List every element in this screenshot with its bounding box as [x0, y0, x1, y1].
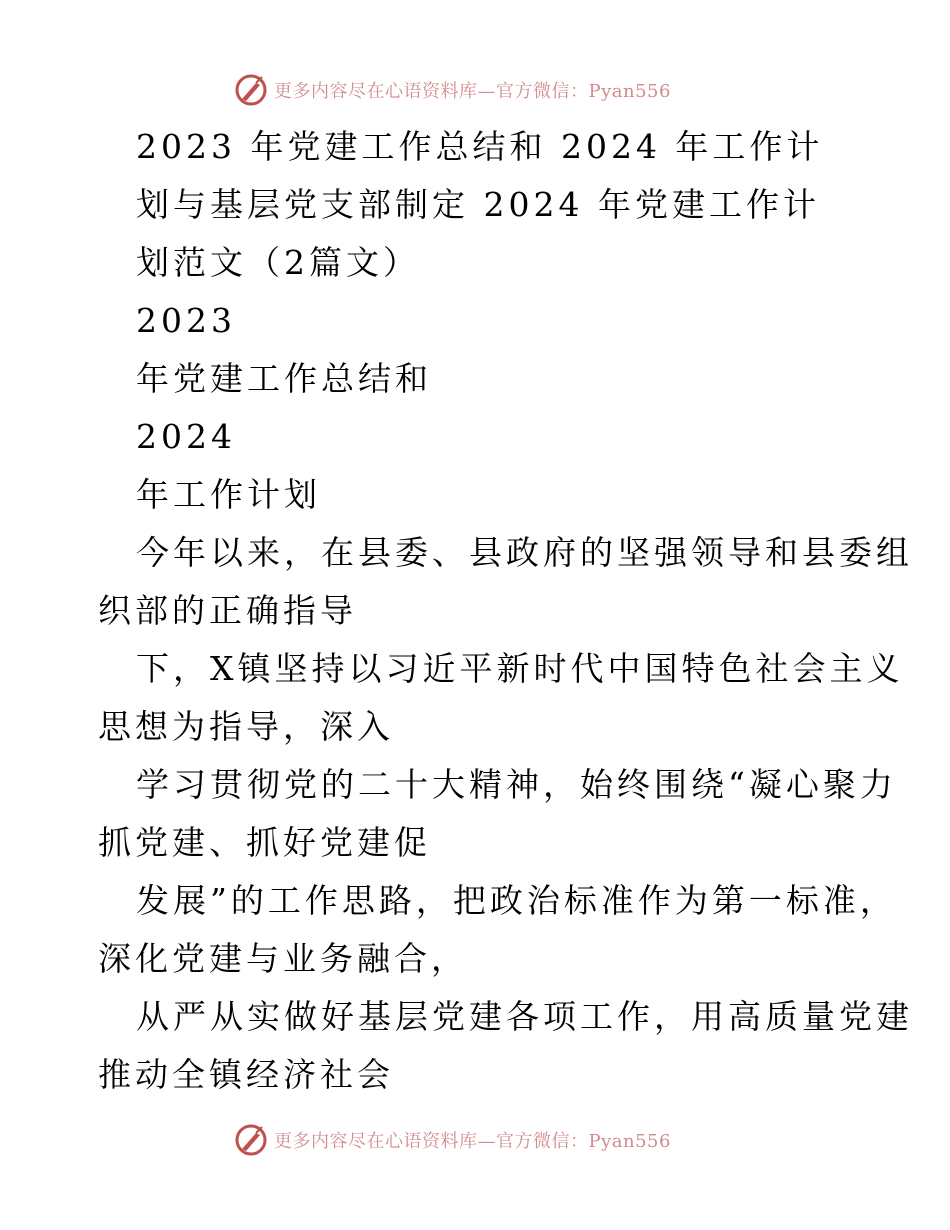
doc-line: 思想为指导，深入: [98, 707, 394, 746]
doc-line: 下，X镇坚持以习近平新时代中国特色社会主义: [136, 649, 904, 688]
doc-line: 今年以来，在县委、县政府的坚强领导和县委组: [136, 533, 913, 572]
doc-line: 2023 年党建工作总结和 2024 年工作计: [136, 127, 824, 166]
doc-line: 划范文（2篇文）: [136, 243, 420, 282]
doc-line: 年党建工作总结和: [136, 359, 432, 398]
doc-line: 从严从实做好基层党建各项工作，用高质量党建: [136, 997, 913, 1036]
footer-banner-text: 更多内容尽在心语资料库—官方微信：Pyan556: [274, 1131, 671, 1152]
header-banner: [234, 72, 671, 108]
header-wechat-id: Pyan556: [588, 81, 671, 102]
footer-wechat-id: Pyan556: [588, 1131, 671, 1152]
doc-line: 发展”的工作思路，把政治标准作为第一标准，: [136, 881, 897, 920]
header-banner-text: 更多内容尽在心语资料库—官方微信：Pyan556: [274, 81, 671, 102]
footer-banner: [234, 1122, 671, 1158]
doc-line: 划与基层党支部制定 2024 年党建工作计: [136, 185, 820, 224]
quill-logo-icon: [234, 73, 268, 107]
doc-line: 学习贯彻党的二十大精神，始终围绕“凝心聚力: [136, 765, 897, 804]
doc-line: 年工作计划: [136, 475, 321, 514]
doc-line: 2023: [136, 301, 236, 340]
doc-line: 推动全镇经济社会: [98, 1055, 394, 1094]
doc-line: 深化党建与业务融合，: [98, 939, 468, 978]
doc-line: 织部的正确指导: [98, 591, 357, 630]
doc-line: 2024: [136, 417, 236, 456]
doc-line: 抓党建、抓好党建促: [98, 823, 431, 862]
quill-logo-icon: [234, 1123, 268, 1157]
